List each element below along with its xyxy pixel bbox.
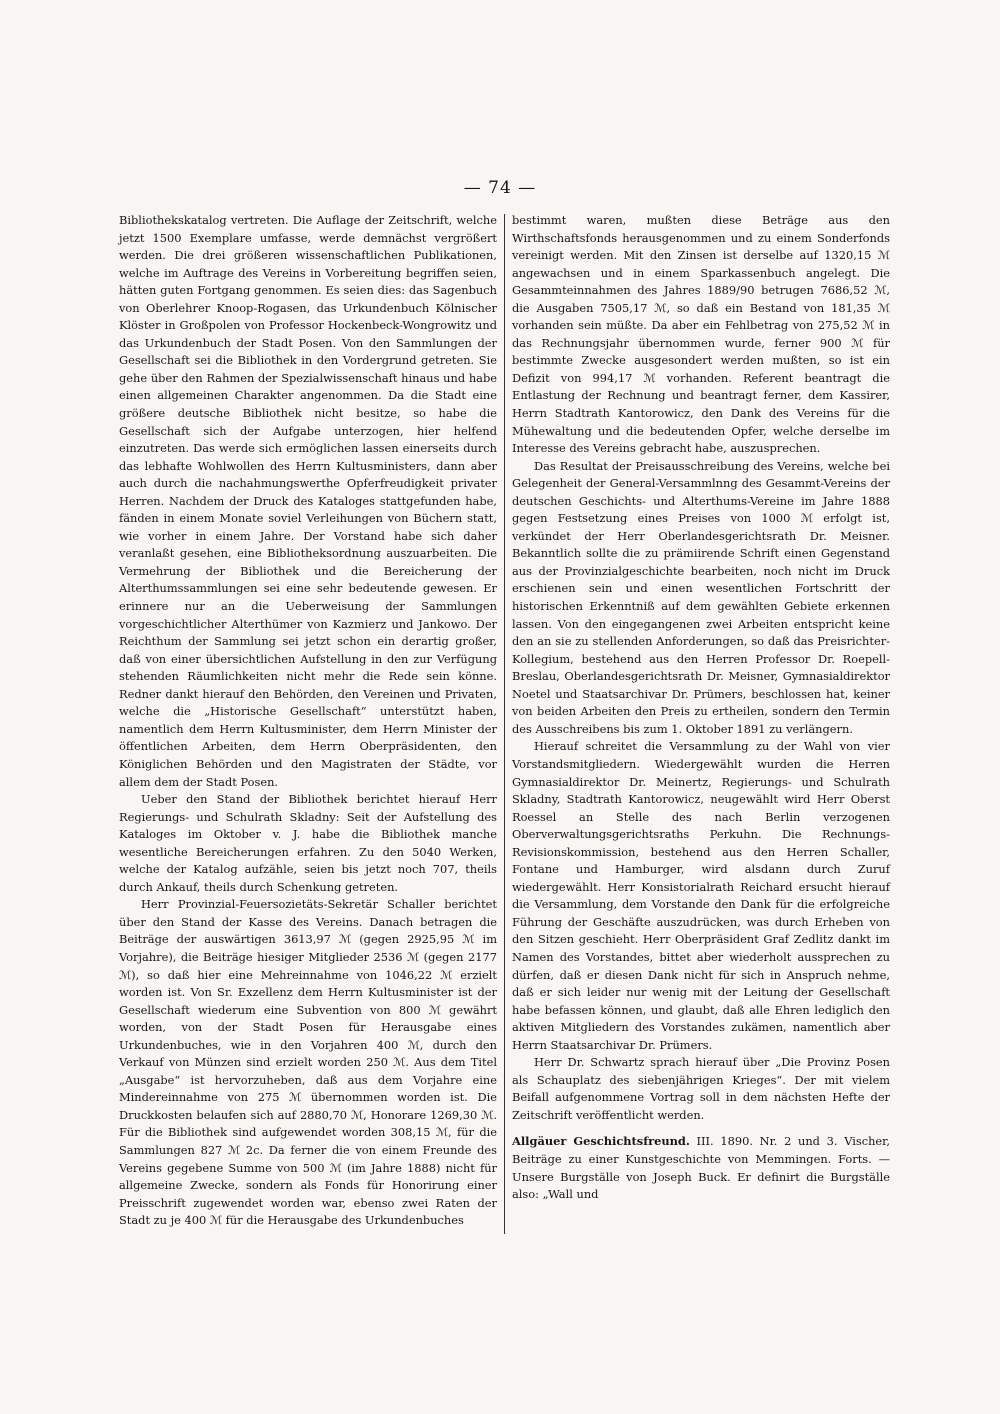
page-number: — 74 — (463, 178, 537, 198)
paragraph-treasury-report: Herr Provinzial-Feuersozietäts-Sekretär Schaller berichtet über den Stand der Kasse des Vereins. Danach betragen die Beiträge der auswärtigen 3613,97 ℳ (gegen 2925,95 ℳ im Vorjahre), die Beiträge hiesiger Mitglieder 2536 ℳ (gegen 2177 ℳ), so daß hier eine Mehreinnahme von 1046,22 ℳ erzielt worden ist. Von Sr. Exzellenz dem Herrn Kultusminister ist der Gesellschaft wiederum eine Subvention von 800 ℳ gewährt worden, von der Stadt Posen für Herausgabe eines Urkundenbuches, wie in den Vorjahren 400 ℳ, durch den Verkauf von Münzen sind erzielt worden 250 ℳ. Aus dem Titel „Ausgabe“ ist hervorzuheben, daß aus dem Vorjahre eine Mindereinnahme von 275 ℳ übernommen worden ist. Die Druckkosten belaufen sich auf 2880,70 ℳ, Honorare 1269,30 ℳ. Für die Bibliothek sind aufgewendet worden 308,15 ℳ, für die Sammlungen 827 ℳ 2c. Da ferner die von einem Freunde des Vereins gegebene Summe von 500 ℳ (im Jahre 1888) nicht für allgemeine Zwecke, sondern als Fonds für Honorirung einer Preisschrift zugewendet worden war, ebenso zwei Raten der Stadt zu je 400 ℳ für die Herausgabe des Urkundenbuches (119, 897, 497, 1228)
paragraph-library-report: Bibliothekskatalog vertreten. Die Auflage der Zeitschrift, welche jetzt 1500 Exemplare umfasse, werde demnächst vergrößert werden. Die drei größeren wissenschaftlichen Publikationen, welche im Auftrage des Vereins in Vorbereitung begriffen seien, hätten guten Fortgang genommen. Es seien dies: das Sagenbuch von Oberlehrer Knoop-Rogasen, das Urkundenbuch Kölnischer Klöster in Großpolen von Professor Hockenbeck-Wongrowitz und das Urkundenbuch der Stadt Posen. Von den Sammlungen der Gesellschaft sei die Bibliothek in den Vordergrund getreten. Sie gehe über den Rahmen der Spezialwissenschaft hinaus und habe einen allgemeinen Charakter angenommen. Da die Stadt eine größere deutsche Bibliothek nicht besitze, so habe die Gesellschaft sich der Aufgabe unterzogen, hier helfend einzutreten. Das werde sich ermöglichen lassen einerseits durch das lebhafte Wohlwollen des Herrn Kultusministers, dann aber auch durch die nachahmungswerthe Opferfreudigkeit privater Herren. Nachdem der Druck des Kataloges stattgefunden habe, fänden in einem Monate soviel Verleihungen von Büchern statt, wie vorher in einem Jahre. Der Vorstand habe sich daher veranlaßt gesehen, eine Bibliotheksordnung auszuarbeiten. Die Vermehrung der Bibliothek und die Bereicherung der Alterthumssammlungen sei eine sehr bedeutende gewesen. Er erinnere nur an die Ueberweisung der Sammlungen vorgeschichtlicher Alterthümer von Kazmierz und Jankowo. Der Reichthum der Sammlung sei jetzt schon ein derartig großer, daß von einer übersichtlichen Aufstellung in den zur Verfügung stehenden Räumlichkeiten nicht mehr die Rede sein könne. Redner dankt hierauf den Behörden, den Vereinen und Privaten, welche die „Historische Gesellschaft“ unterstützt haben, namentlich dem Herrn Kultusminister, dem Herrn Minister der öffentlichen Arbeiten, dem Herrn Oberpräsidenten, den Königlichen Behörden und den Magistraten der Städte, vor allem dem der Stadt Posen. (119, 213, 497, 789)
column-divider (504, 214, 505, 1234)
paragraph-treasury-continued: bestimmt waren, mußten diese Beträge aus den Wirthschaftsfonds herausgenommen und zu einem Sonderfonds vereinigt werden. Mit den Zinsen ist derselbe auf 1320,15 ℳ angewachsen und in einem Sparkassenbuch angelegt. Die Gesammteinnahmen des Jahres 1889/90 betrugen 7686,52 ℳ, die Ausgaben 7505,17 ℳ, so daß ein Bestand von 181,35 ℳ vorhanden sein müßte. Da aber ein Fehlbetrag von 275,52 ℳ in das Rechnungsjahr übernommen wurde, ferner 900 ℳ für bestimmte Zwecke ausgesondert werden mußten, so ist ein Defizit von 994,17 ℳ vorhanden. Referent beantragt die Entlastung der Rechnung und beantragt ferner, dem Kassirer, Herrn Stadtrath Kantorowicz, den Dank des Vereins für die Mühewaltung und die bedeutenden Opfer, welche derselbe im Interesse des Vereins gebracht habe, auszusprechen. (512, 213, 890, 456)
paragraph-prize-result: Das Resultat der Preisausschreibung des Vereins, welche bei Gelegenheit der General-Versammlnng des Gesammt-Vereins der deutschen Geschichts- und Alterthums-Vereine im Jahre 1888 gegen Festsetzung eines Preises von 1000 ℳ erfolgt ist, verkündet der Herr Oberlandesgerichtsrath Dr. Meisner. Bekanntlich sollte die zu prämiirende Schrift einen Gegenstand aus der Provinzialgeschichte bearbeiten, noch nicht im Druck erschienen sein und einen wesentlichen Fortschritt der historischen Erkenntniß auf dem gewählten Gebiete erkennen lassen. Von den eingegangenen zwei Arbeiten entspricht keine den an sie zu stellenden Anforderungen, so daß das Preisrichter-Kollegium, bestehend aus den Herren Professor Dr. Roepell-Breslau, Oberlandesgerichtsrath Dr. Meisner, Gymnasialdirektor Noetel und Staatsarchivar Dr. Prümers, beschlossen hat, keiner von beiden Arbeiten den Preis zu ertheilen, sondern den Termin des Ausschreibens bis zum 1. Oktober 1891 zu verlängern. (512, 458, 890, 736)
section-allgaeuer (512, 1133, 890, 1203)
section-title: Allgäuer Geschichtsfreund. (512, 1134, 690, 1149)
section-text: III. 1890. Nr. 2 und 3. Vischer, Beiträge zu einer Kunstgeschichte von Memmingen. Forts. — Unsere Burgställe von Joseph Buck. Er definirt die Burgställe also: „Wall und (512, 1134, 890, 1202)
paragraph-lecture: Herr Dr. Schwartz sprach hierauf über „Die Provinz Posen als Schauplatz des siebenjährigen Krieges“. Der mit vielem Beifall aufgenommene Vortrag soll in dem nächsten Hefte der Zeitschrift veröffentlicht werden. (512, 1055, 890, 1122)
right-column (512, 212, 890, 1204)
paragraph-board-election: Hierauf schreitet die Versammlung zu der Wahl von vier Vorstandsmitgliedern. Wiedergewählt wurden die Herren Gymnasialdirektor Dr. Meinertz, Regierungs- und Schulrath Skladny, Stadtrath Kantorowicz, neugewählt wird Herr Oberst Roessel an Stelle des nach Berlin verzogenen Oberverwaltungsgerichtsraths Perkuhn. Die Rechnungs-Revisionskommission, bestehend aus den Herren Schaller, Fontane und Hamburger, wird alsdann durch Zuruf wiedergewählt. Herr Konsistorialrath Reichard ersucht hierauf die Versammlung, dem Vorstande den Dank für die erfolgreiche Führung der Geschäfte auszudrücken, was durch Erheben von den Sitzen geschieht. Herr Oberpräsident Graf Zedlitz dankt im Namen des Vorstandes, bittet aber wiederholt aussprechen zu dürfen, daß er diesen Dank nicht für sich in Anspruch nehme, daß er sich leider nur wenig mit der Leitung der Gesellschaft habe befassen können, und glaubt, daß alle Ehren lediglich den aktiven Mitgliedern des Vorstandes zukämen, namentlich aber Herrn Staatsarchivar Dr. Prümers. (512, 739, 890, 1052)
paragraph-library-status: Ueber den Stand der Bibliothek berichtet hierauf Herr Regierungs- und Schulrath Skladny: Seit der Aufstellung des Kataloges im Oktober v. J. habe die Bibliothek manche wesentliche Bereicherungen erfahren. Zu den 5040 Werken, welche der Katalog aufzähle, seien bis jetzt noch 707, theils durch Ankauf, theils durch Schenkung getreten. (119, 792, 497, 894)
left-column (119, 212, 497, 1230)
